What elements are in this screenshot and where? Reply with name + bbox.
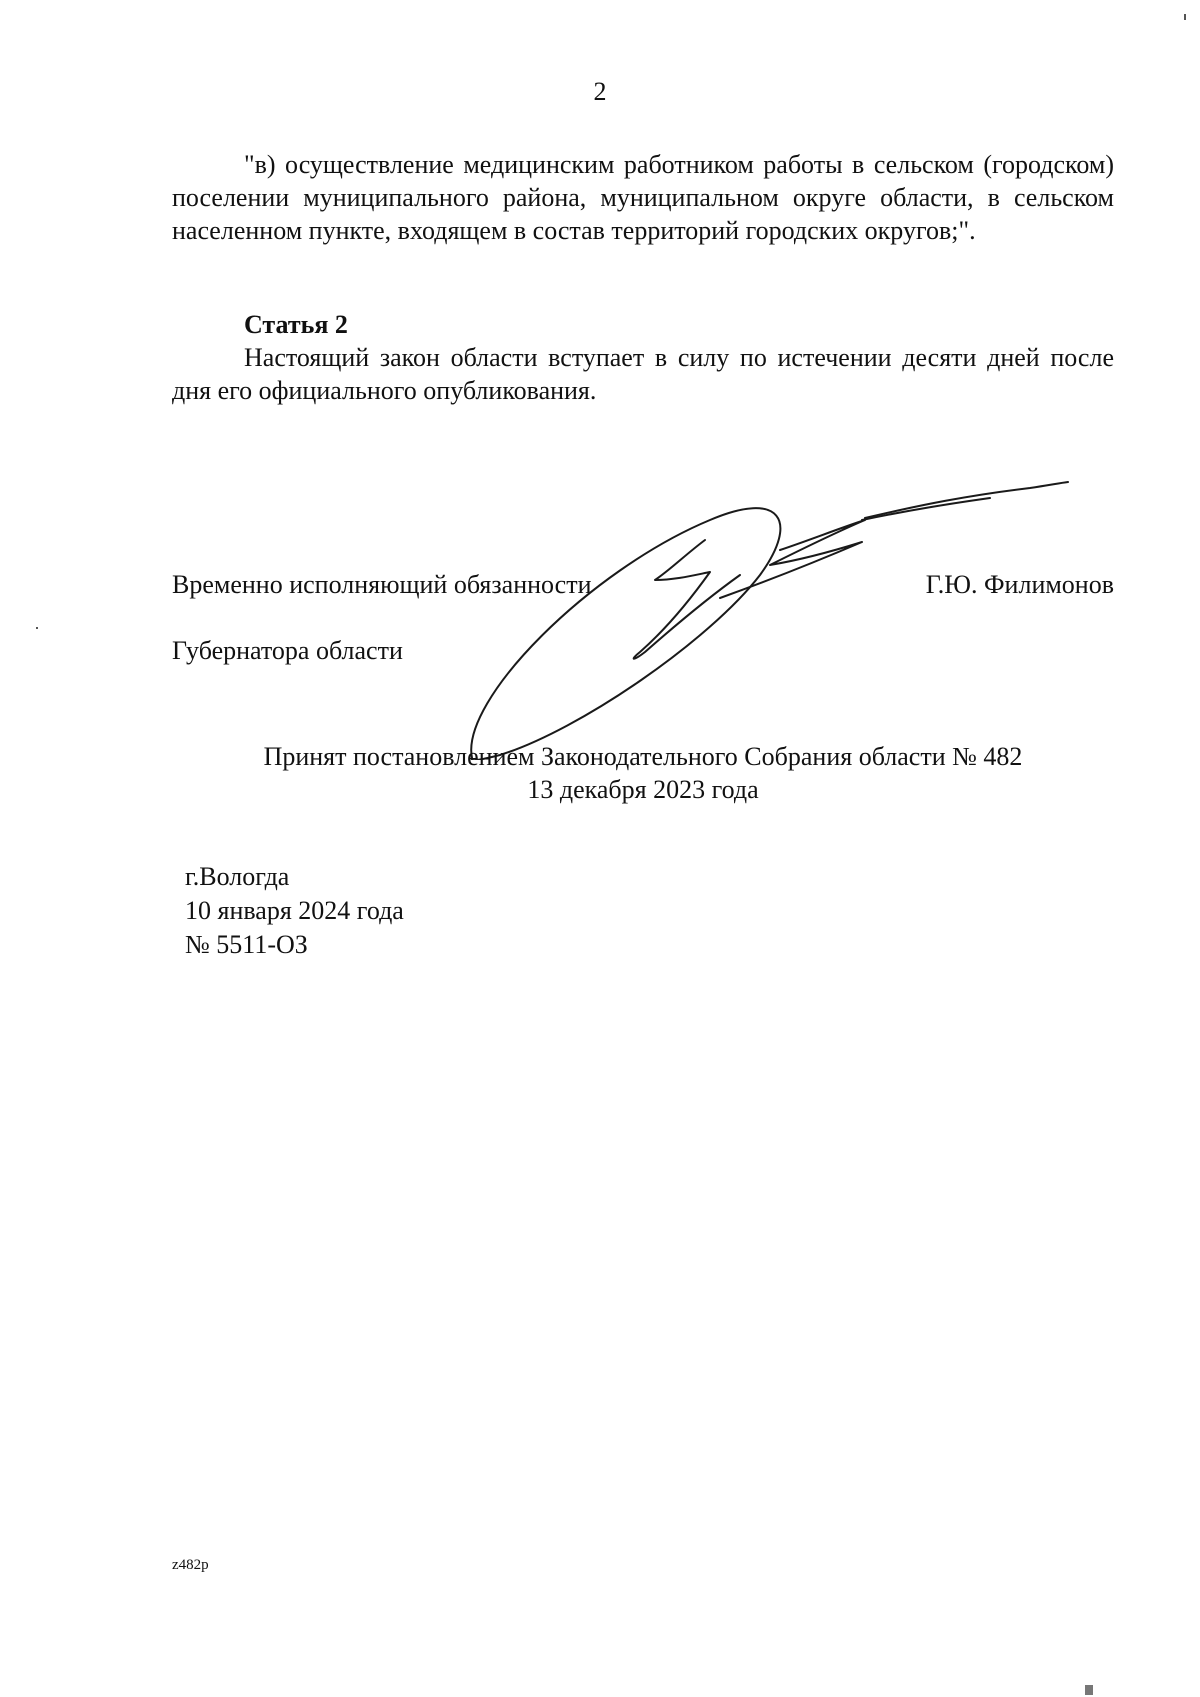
adoption-date: 13 декабря 2023 года: [527, 775, 759, 804]
law-number: № 5511-ОЗ: [185, 930, 308, 959]
clause-v-paragraph: "в) осуществление медицинским работником работы в сельском (городском) поселении муниципального района, муниципальном округе области, в сельском населенном пункте, входящем в состав территорий городских округов;".: [172, 150, 1114, 245]
signer-title: [172, 535, 692, 700]
scan-mark-left: [36, 627, 38, 629]
signer-name: Г.Ю. Филимонов: [925, 570, 1114, 599]
city: г.Вологда: [185, 862, 290, 891]
signer-title-line-2: Губернатора области: [172, 636, 403, 665]
scan-mark-bottom-right: [1085, 1685, 1093, 1695]
article-text: Настоящий закон области вступает в силу по истечении десяти дней после дня его официального опубликования.: [172, 343, 1114, 405]
signer-title-line-1: Временно исполняющий обязанности: [172, 570, 592, 599]
article-heading: Статья 2: [244, 310, 348, 339]
page-number: 2: [593, 77, 607, 106]
adoption-line-1: Принят постановлением Законодательного Собрания области № 482: [263, 742, 1023, 771]
signing-date: 10 января 2024 года: [185, 896, 404, 925]
document-code: z482p: [172, 1557, 209, 1573]
adoption-block: [172, 740, 1114, 806]
place-date-block: [185, 860, 404, 962]
scan-mark-top-right: [1184, 14, 1186, 20]
